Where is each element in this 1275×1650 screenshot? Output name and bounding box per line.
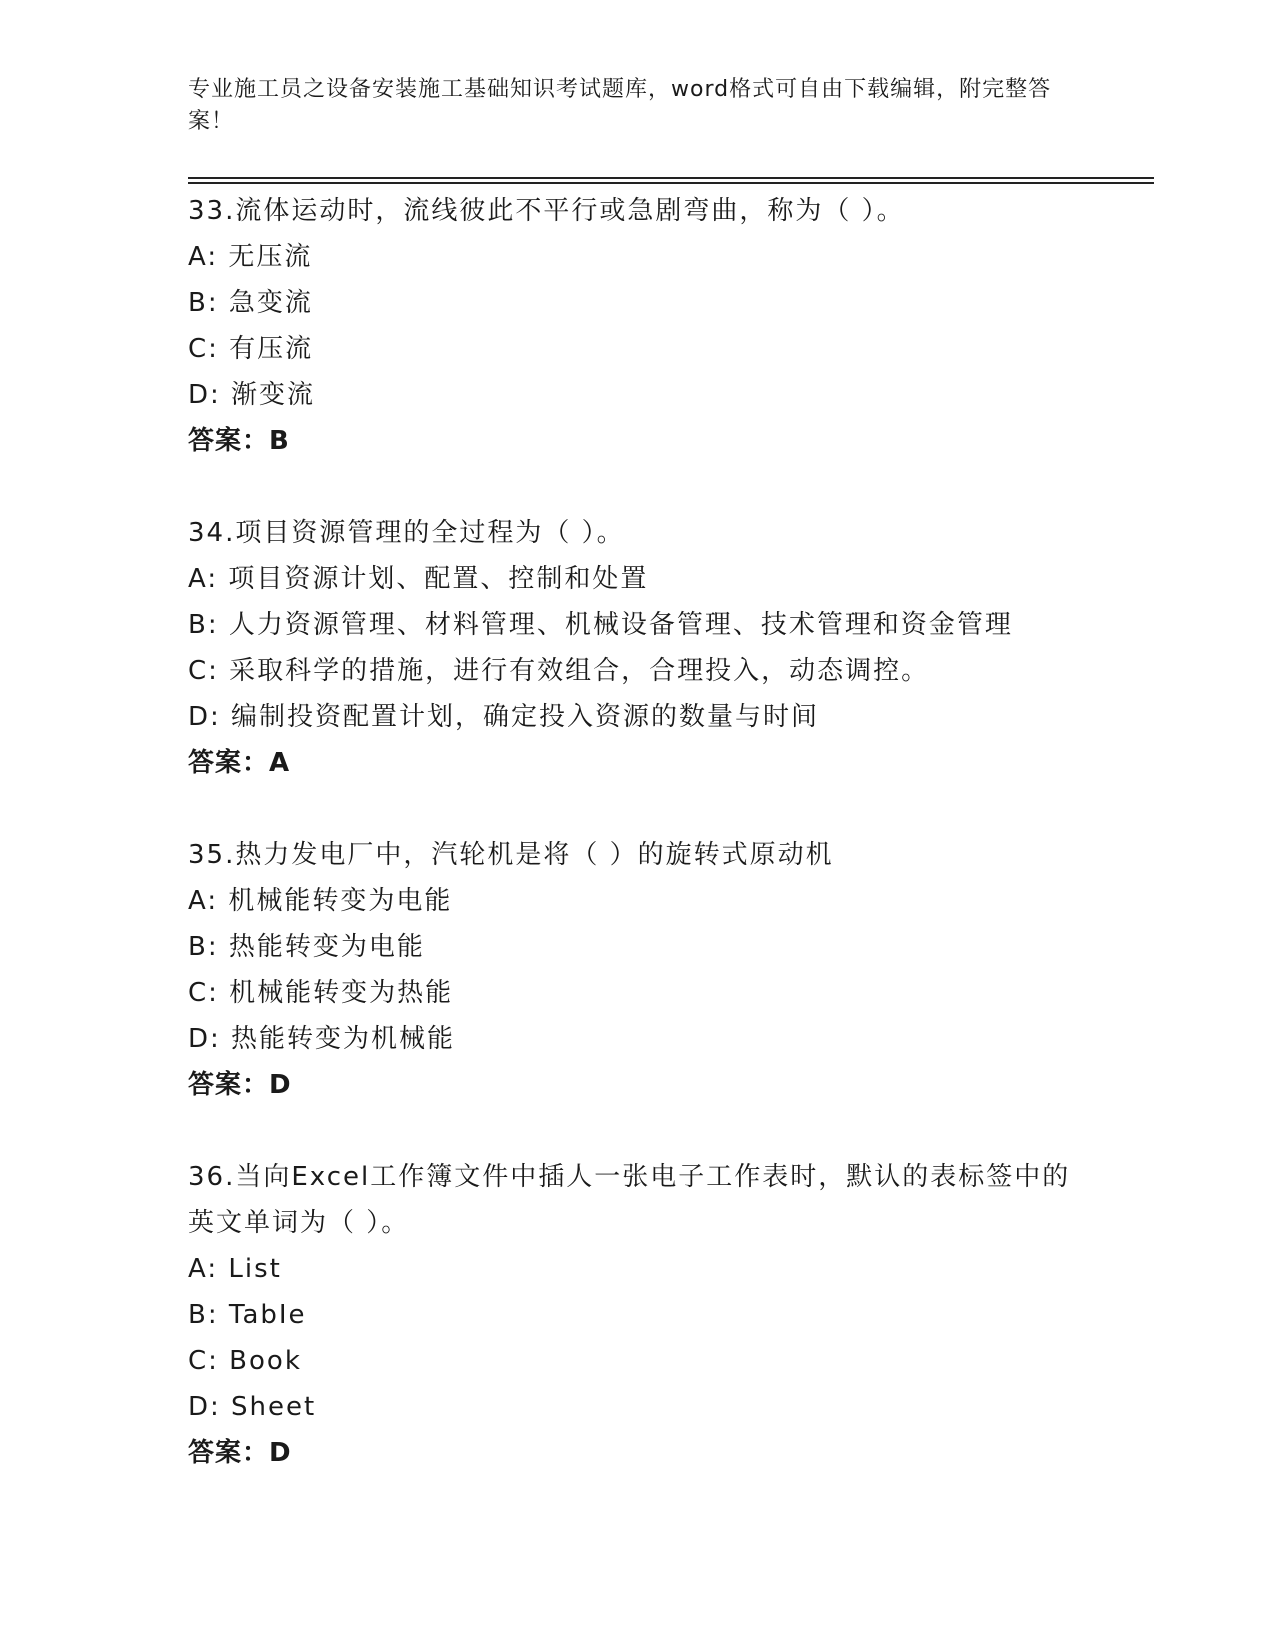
answer: 答案：B — [188, 426, 290, 456]
option-b: B: 热能转变为电能 — [188, 932, 425, 962]
question-stem: 36.当向Excel工作簿文件中插人一张电子工作表时，默认的表标签中的英文单词为（ ）。 — [188, 1162, 1071, 1238]
option-b: B: TabIe — [188, 1300, 307, 1330]
option-c: C: 有压流 — [188, 334, 314, 364]
option-a: A: 无压流 — [188, 242, 313, 272]
option-a: A: List — [188, 1254, 282, 1284]
question-stem: 34.项目资源管理的全过程为（ ）。 — [188, 518, 625, 548]
option-c: C: Book — [188, 1346, 302, 1376]
answer: 答案：D — [188, 1070, 292, 1100]
question-35 — [188, 832, 1088, 1108]
option-d: D: Sheet — [188, 1392, 317, 1422]
option-c: C: 机械能转变为热能 — [188, 978, 454, 1008]
answer: 答案：A — [188, 748, 291, 778]
header-divider-top — [188, 177, 1154, 179]
option-d: D: 渐变流 — [188, 380, 316, 410]
option-b: B: 急变流 — [188, 288, 313, 318]
option-a: A: 项目资源计划、配置、控制和处置 — [188, 564, 649, 594]
option-d: D: 编制投资配置计划，确定投入资源的数量与时间 — [188, 702, 820, 732]
answer: 答案：D — [188, 1438, 292, 1468]
option-a: A: 机械能转变为电能 — [188, 886, 453, 916]
question-33 — [188, 188, 1088, 464]
option-b: B: 人力资源管理、材料管理、机械设备管理、技术管理和资金管理 — [188, 610, 1013, 640]
question-36 — [188, 1154, 1088, 1476]
question-stem: 33.流体运动时，流线彼此不平行或急剧弯曲，称为（ ）。 — [188, 196, 905, 226]
question-stem: 35.热力发电厂中，汽轮机是将（ ）的旋转式原动机 — [188, 840, 834, 870]
header-divider-bottom — [188, 182, 1154, 184]
option-c: C: 采取科学的措施，进行有效组合，合理投入，动态调控。 — [188, 656, 930, 686]
question-list — [188, 188, 1088, 1522]
option-d: D: 热能转变为机械能 — [188, 1024, 456, 1054]
document-header: 专业施工员之设备安装施工基础知识考试题库，word格式可自由下载编辑，附完整答案！ — [188, 77, 1052, 134]
question-34 — [188, 510, 1088, 786]
